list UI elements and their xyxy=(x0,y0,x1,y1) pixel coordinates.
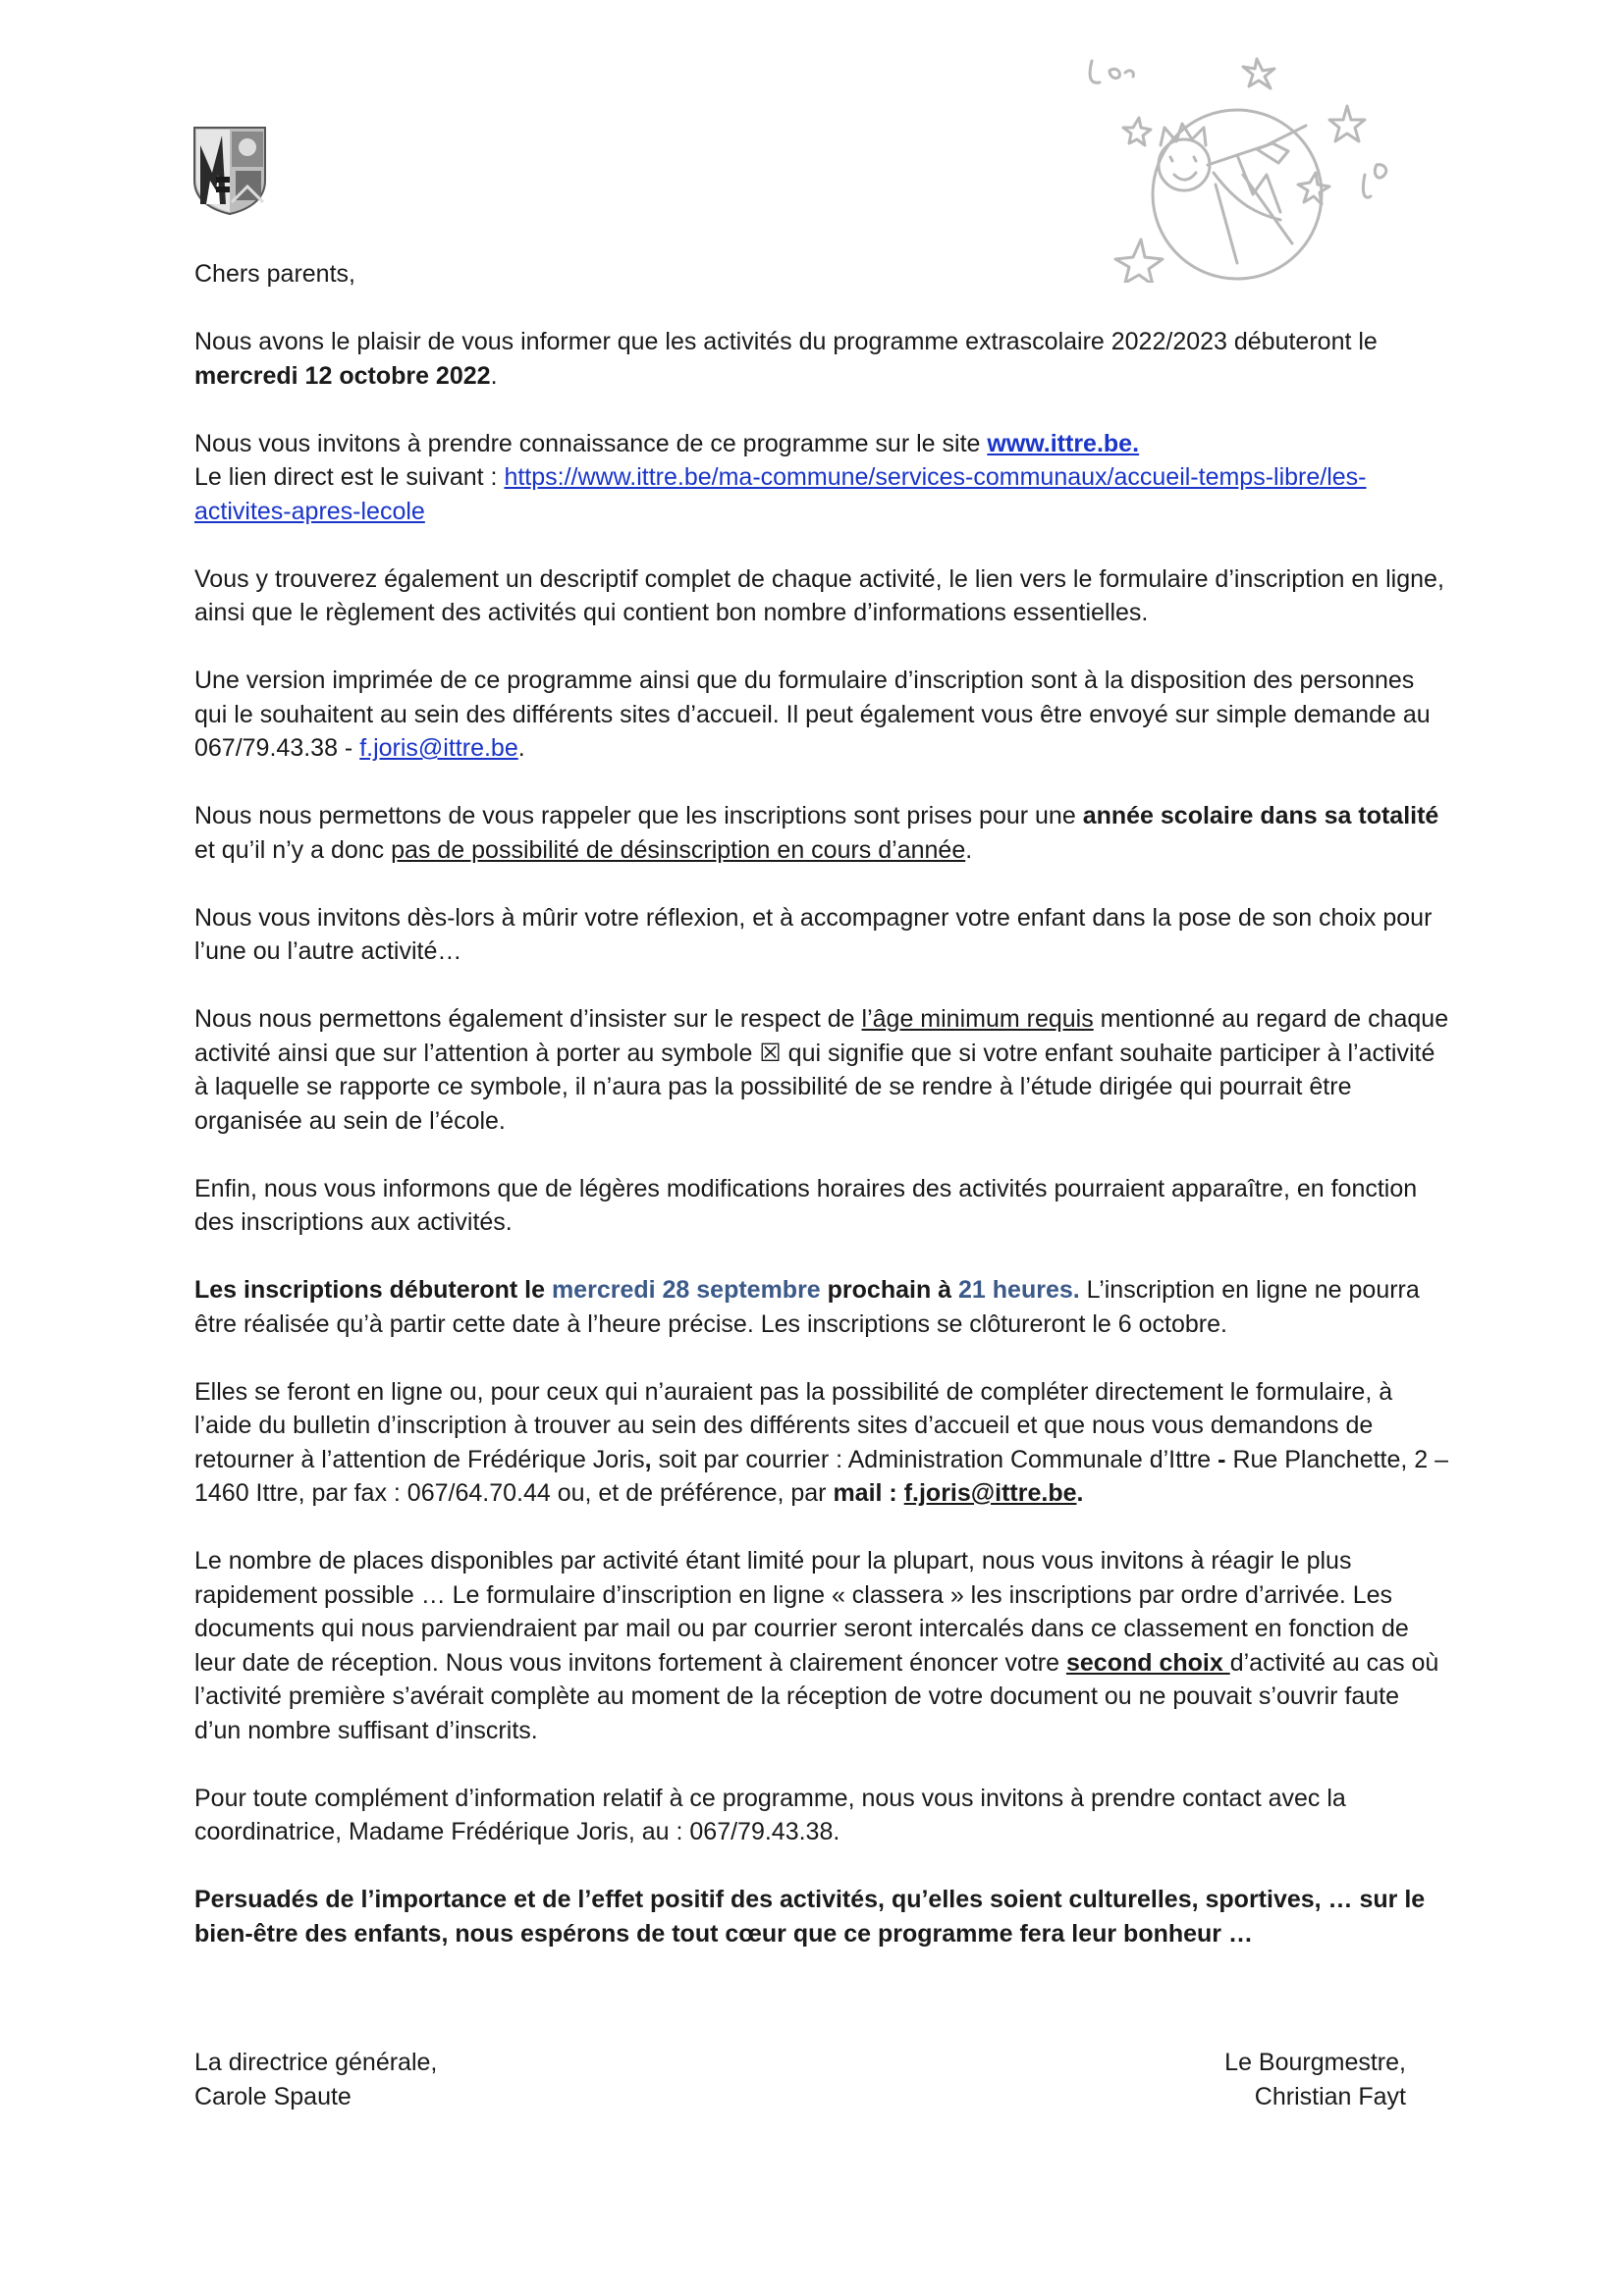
child-stars-drawing xyxy=(1070,47,1404,283)
start-date: mercredi 12 octobre 2022 xyxy=(194,361,491,390)
paragraph-contact: Pour toute complément d’information relatif à ce programme, nous vous invitons à prendre contact avec la coordinatrice, Madame Frédérique Joris, au : 067/79.43.38. xyxy=(194,1784,1346,1845)
paragraph-places: Le nombre de places disponibles par activité étant limité pour la plupart, nous vous invitons à réagir le plus rapidement possible … Le formulaire d’inscription en ligne « classera » les inscriptions par ordre d’arrivée. Les documents qui nous parviendraient par mail ou par courrier seront intercalés dans ce classement en fonction de leur date de réception. Nous vous invitons fortement à clairement énoncer votre second choix d’activité au cas où l’activité première s’avérait complète au moment de la réception de votre document ou ne pouvait s’ouvrir faute d’un nombre suffisant d’inscrits. xyxy=(194,1547,1439,1744)
greeting: Chers parents, xyxy=(194,260,355,288)
signature-name: Christian Fayt xyxy=(1254,2082,1406,2110)
signature-name: Carole Spaute xyxy=(194,2082,352,2110)
paragraph-start-date: Nous avons le plaisir de vous informer que les activités du programme extrascolaire 2022/2023 débuteront le mercredi 12 octobre 2022. xyxy=(194,328,1378,390)
email-link[interactable]: f.joris@ittre.be xyxy=(359,734,518,762)
paragraph-registration-start: Les inscriptions débuteront le mercredi 28 septembre prochain à 21 heures. L’inscription en ligne ne pourra être réalisée qu’à partir cette date à l’heure précise. Les inscriptions se clôtureront le 6 octobre. xyxy=(194,1276,1420,1338)
commune-crest-logo xyxy=(192,126,267,216)
direct-link[interactable]: https://www.ittre.be/ma-commune/services-communaux/accueil-temps-libre/les-activites-apres-lecole xyxy=(194,463,1367,525)
registration-time: 21 heures. xyxy=(958,1276,1080,1304)
signature-bourgmestre xyxy=(1224,2046,1406,2113)
paragraph-closing: Persuadés de l’importance et de l’effet positif des activités, qu’elles soient culturelles, sportives, … sur le bien-être des enfants, nous espérons de tout cœur que ce programme fera leur bonheur … xyxy=(194,1886,1426,1948)
paragraph-registration-methods: Elles se feront en ligne ou, pour ceux qui n’auraient pas la possibilité de compléter directement le formulaire, à l’aide du bulletin d’inscription à trouver au sein des différents sites d’accueil et que nous vous demandons de retourner à l’attention de Frédérique Joris, soit par courrier : Administration Communale d’Ittre - Rue Planchette, 2 – 1460 Ittre, par fax : 067/64.70.44 ou, et de préférence, par mail : f.joris@ittre.be. xyxy=(194,1377,1449,1507)
checkbox-symbol-icon: ☒ xyxy=(759,1039,782,1067)
paragraph-schedule-changes: Enfin, nous vous informons que de légères modifications horaires des activités pourraient apparaître, en fonction des inscriptions aux activités. xyxy=(194,1174,1418,1236)
paragraph-description: Vous y trouverez également un descriptif complet de chaque activité, le lien vers le formulaire d’inscription en ligne, ainsi que le règlement des activités qui contient bon nombre d’informations essentielles. xyxy=(194,564,1444,626)
paragraph-printed-version: Une version imprimée de ce programme ainsi que du formulaire d’inscription sont à la disposition des personnes qui le souhaitent au sein des différents sites d’accueil. Il peut également vous être envoyé sur simple demande au 067/79.43.38 - f.joris@ittre.be. xyxy=(194,667,1431,762)
email-link-2[interactable]: f.joris@ittre.be xyxy=(903,1479,1077,1507)
signature-title: La directrice générale, xyxy=(194,2049,438,2076)
website-link[interactable]: www.ittre.be. xyxy=(987,429,1140,457)
paragraph-website: Nous vous invitons à prendre connaissance de ce programme sur le site www.ittre.be. Le lien direct est le suivant : https://www.ittre.be/ma-commune/services-communaux/accueil-temps-libre/les-activites-apres-lecole xyxy=(194,429,1367,525)
paragraph-school-year: Nous nous permettons de vous rappeler que les inscriptions sont prises pour une année scolaire dans sa totalité et qu’il n’y a donc pas de possibilité de désinscription en cours d’année. xyxy=(194,802,1439,864)
paragraph-minimum-age: Nous nous permettons également d’insister sur le respect de l’âge minimum requis mentionné au regard de chaque activité ainsi que sur l’attention à porter au symbole ☒ qui signifie que si votre enfant souhaite participer à l’activité à laquelle se rapporte ce symbole, il n’aura pas la possibilité de se rendre à l’étude dirigée qui pourrait être organisée au sein de l’école. xyxy=(194,1005,1449,1135)
paragraph-reflection: Nous vous invitons dès-lors à mûrir votre réflexion, et à accompagner votre enfant dans la pose de son choix pour l’une ou l’autre activité… xyxy=(194,903,1433,965)
letter-body xyxy=(194,257,1451,1985)
signature-directrice xyxy=(194,2046,437,2113)
registration-date: mercredi 28 septembre xyxy=(551,1276,821,1304)
signature-title: Le Bourgmestre, xyxy=(1224,2049,1406,2076)
